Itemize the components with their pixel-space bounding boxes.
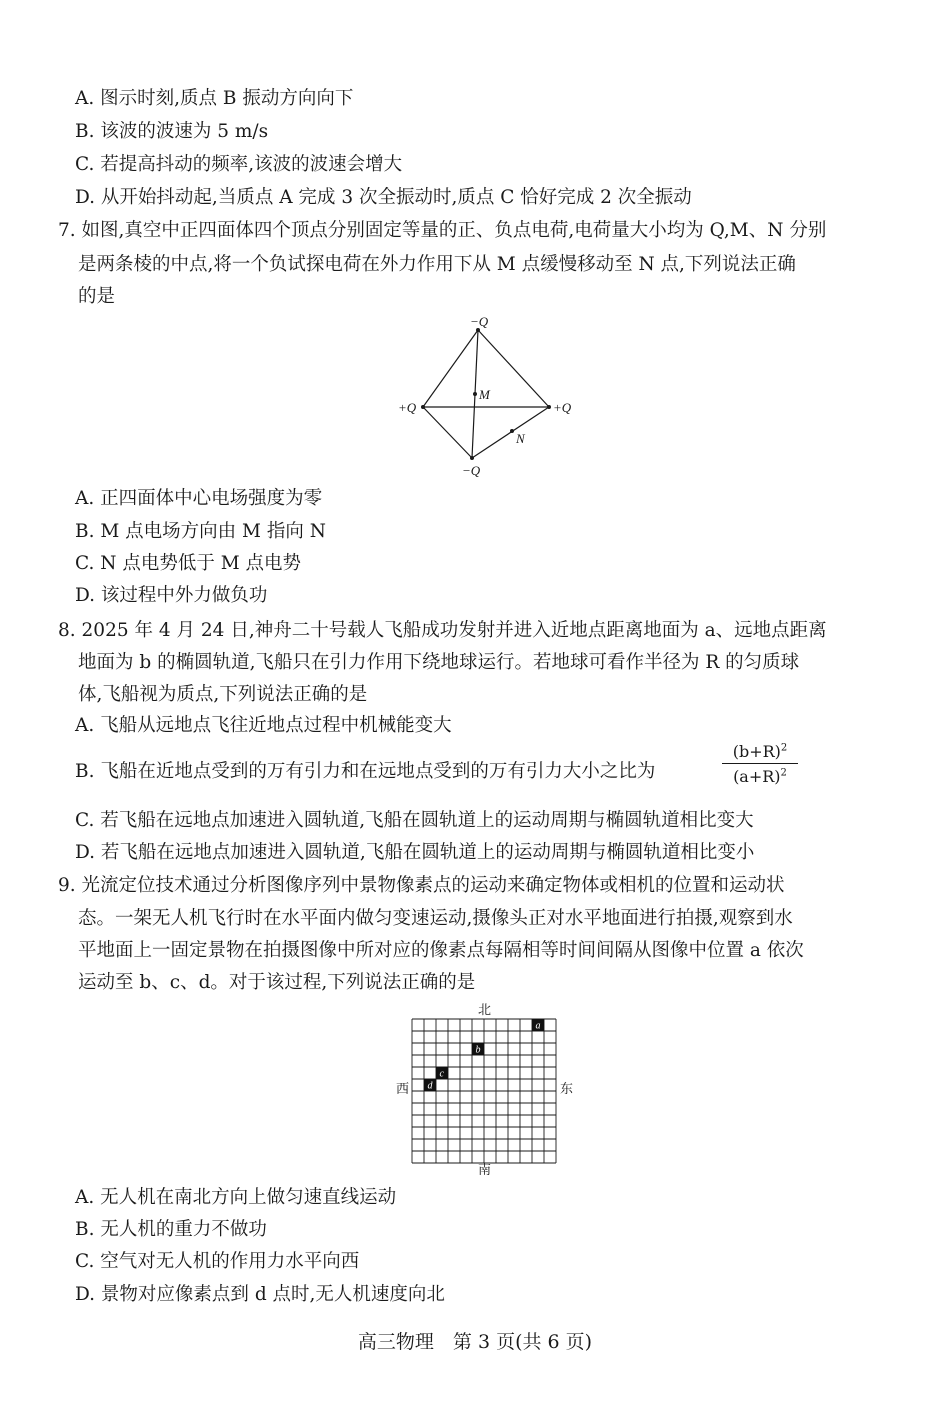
- q8-stem-line3: 体,飞船视为质点,下列说法正确的是: [78, 684, 368, 705]
- label-west: 西: [396, 1081, 410, 1096]
- pixel-label-d: d: [427, 1080, 433, 1092]
- fraction-denominator: $(a+R)^2$: [733, 767, 787, 786]
- label-top-charge: −Q: [470, 314, 489, 329]
- q9-stem-line3: 平地面上一固定景物在拍摄图像中所对应的像素点每隔相等时间间隔从图像中位置 a 依次: [78, 940, 804, 961]
- q7-stem-line1: 7. 如图,真空中正四面体四个顶点分别固定等量的正、负点电荷,电荷量大小均为 Q,M、N 分别: [58, 220, 827, 241]
- edge-left-bottom: [423, 407, 472, 458]
- q8-stem-line2: 地面为 b 的椭圆轨道,飞船只在引力作用下绕地球运行。若地球可看作半径为 R 的匀质球: [78, 652, 800, 673]
- tetrahedron-figure: [380, 310, 580, 480]
- q7-stem-line3: 的是: [78, 286, 116, 307]
- q9-stem-line4: 运动至 b、c、d。对于该过程,下列说法正确的是: [78, 972, 476, 993]
- q8-option-a: A. 飞船从远地点飞往近地点过程中机械能变大: [75, 715, 452, 736]
- q9-option-d: D. 景物对应像素点到 d 点时,无人机速度向北: [75, 1284, 445, 1305]
- label-n: N: [516, 431, 525, 446]
- fraction-numerator: $(b+R)^2$: [722, 742, 798, 764]
- label-m: M: [479, 387, 490, 402]
- q8-option-d: D. 若飞船在远地点加速进入圆轨道,飞船在圆轨道上的运动周期与椭圆轨道相比变小: [75, 842, 755, 863]
- q8-option-c: C. 若飞船在远地点加速进入圆轨道,飞船在圆轨道上的运动周期与椭圆轨道相比变大: [75, 810, 754, 831]
- q7-option-b: B. M 点电场方向由 M 指向 N: [75, 521, 326, 542]
- q9-option-c: C. 空气对无人机的作用力水平向西: [75, 1251, 360, 1272]
- label-north: 北: [478, 1002, 492, 1017]
- q9-option-a: A. 无人机在南北方向上做匀速直线运动: [75, 1187, 397, 1208]
- q9-stem-line1: 9. 光流定位技术通过分析图像序列中景物像素点的运动来确定物体或相机的位置和运动状: [58, 875, 785, 896]
- q9-option-b: B. 无人机的重力不做功: [75, 1219, 267, 1240]
- edge-right-bottom: [472, 407, 549, 458]
- label-south: 南: [478, 1162, 492, 1177]
- label-right-charge: +Q: [553, 400, 572, 415]
- q7-option-a: A. 正四面体中心电场强度为零: [75, 488, 323, 509]
- vertex-left: [421, 405, 425, 409]
- page-footer: 高三物理 第 3 页(共 6 页): [357, 1331, 593, 1353]
- label-left-charge: +Q: [398, 400, 417, 415]
- edge-top-left: [423, 330, 478, 407]
- q9-stem-line2: 态。一架无人机飞行时在水平面内做匀变速运动,摄像头正对水平地面进行拍摄,观察到水: [78, 908, 793, 929]
- q6-option-d: D. 从开始抖动起,当质点 A 完成 3 次全振动时,质点 C 恰好完成 2 次全振动: [75, 187, 692, 208]
- vertex-right: [547, 405, 551, 409]
- q7-stem-line2: 是两条棱的中点,将一个负试探电荷在外力作用下从 M 点缓慢移动至 N 点,下列说法正确: [78, 254, 796, 275]
- q6-option-c: C. 若提高抖动的频率,该波的波速会增大: [75, 154, 403, 175]
- q8-stem-line1: 8. 2025 年 4 月 24 日,神舟二十号载人飞船成功发射并进入近地点距离地面为 a、远地点距离: [58, 620, 827, 641]
- point-n: [510, 429, 514, 433]
- point-m: [473, 392, 477, 396]
- q8-option-b-fraction: [722, 742, 798, 786]
- pixel-label-c: c: [439, 1068, 444, 1080]
- q6-option-b: B. 该波的波速为 5 m/s: [75, 121, 269, 142]
- pixel-label-b: b: [475, 1044, 481, 1056]
- pixel-label-a: a: [535, 1020, 541, 1032]
- label-east: 东: [560, 1081, 574, 1096]
- q7-option-c: C. N 点电势低于 M 点电势: [75, 553, 302, 574]
- q7-option-d: D. 该过程中外力做负功: [75, 585, 268, 606]
- q8-option-b: B. 飞船在近地点受到的万有引力和在远地点受到的万有引力大小之比为: [75, 761, 656, 782]
- pixel-grid-figure: [390, 998, 590, 1178]
- label-bottom-charge: −Q: [462, 463, 481, 478]
- vertex-bottom: [470, 456, 474, 460]
- q6-option-a: A. 图示时刻,质点 B 振动方向向下: [75, 88, 354, 109]
